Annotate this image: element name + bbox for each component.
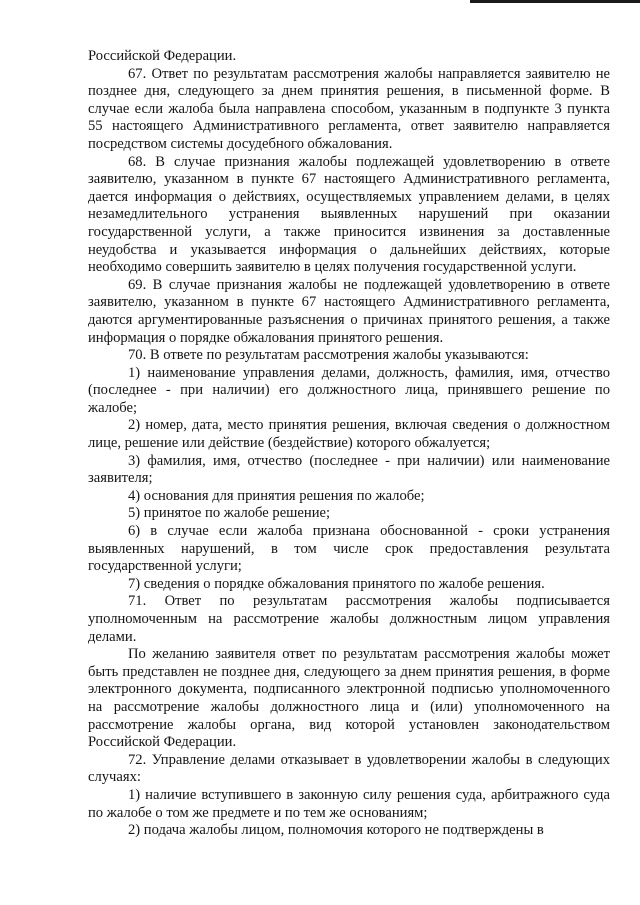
paragraph-70-item-5: 5) принятое по жалобе решение;	[128, 505, 331, 522]
paragraph-70-item-7: 7) сведения о порядке обжалования принятого по жалобе решения.	[128, 575, 545, 592]
paragraph-70-item-4: 4) основания для принятия решения по жалобе;	[128, 487, 425, 504]
paragraph-70-item-1: 1) наименование управления делами, должность, фамилия, имя, отчество (последнее - при наличии) его должностного лица, принявшего решение по жалобе;	[88, 364, 610, 416]
paragraph-68: 68. В случае признания жалобы подлежащей удовлетворению в ответе заявителю, указанном в пункте 67 настоящего Административного регламента, дается информация о действиях, осуществляемых управлением делами, в целях незамедлительного устранения выявленных нарушений при оказании государственной услуги, а также приносится извинения за доставленные неудобства и указывается информация о дальнейших действиях, которые необходимо совершить заявителю в целях получения государственной услуги.	[88, 153, 610, 276]
paragraph-70: 70. В ответе по результатам рассмотрения жалобы указываются:	[128, 347, 529, 364]
document-page	[88, 48, 610, 840]
paragraph-67: 67. Ответ по результатам рассмотрения жалобы направляется заявителю не позднее дня, следующего за днем принятия решения, в письменной форме. В случае если жалоба была направлена способом, указанным в подпункте 3 пункта 55 настоящего Административного регламента, ответ заявителю направляется посредством системы досудебного обжалования.	[88, 65, 610, 152]
paragraph-70-item-2: 2) номер, дата, место принятия решения, включая сведения о должностном лице, решение или действие (бездействие) которого обжалуется;	[88, 417, 610, 452]
paragraph-69: 69. В случае признания жалобы не подлежащей удовлетворению в ответе заявителю, указанном в пункте 67 настоящего Административного регламента, даются аргументированные разъяснения о причинах принятого решения, а также информация о порядке обжалования принятого решения.	[88, 276, 610, 346]
paragraph-continuation: Российской Федерации.	[88, 48, 237, 64]
paragraph-72: 72. Управление делами отказывает в удовлетворении жалобы в следующих случаях:	[88, 751, 610, 786]
paragraph-72-item-2: 2) подача жалобы лицом, полномочия которого не подтверждены в	[128, 822, 544, 839]
paragraph-70-item-3: 3) фамилия, имя, отчество (последнее - при наличии) или наименование заявителя;	[88, 452, 610, 487]
paragraph-72-item-1: 1) наличие вступившего в законную силу решения суда, арбитражного суда по жалобе о том же предмете и по тем же основаниям;	[88, 786, 610, 821]
scan-edge-mark	[470, 0, 640, 3]
paragraph-71-electronic: По желанию заявителя ответ по результатам рассмотрения жалобы может быть представлен не позднее дня, следующего за днем принятия решения, в форме электронного документа, подписанного электронной подписью уполномоченного на рассмотрение жалобы должностного лица и (или) уполномоченного на рассмотрение жалобы органа, вид которой установлен законодательством Российской Федерации.	[88, 646, 610, 751]
paragraph-70-item-6: 6) в случае если жалоба признана обоснованной - сроки устранения выявленных нарушений, в том числе срок предоставления результата государственной услуги;	[88, 523, 610, 575]
paragraph-71: 71. Ответ по результатам рассмотрения жалобы подписывается уполномоченным на рассмотрение жалобы должностным лицом управления делами.	[88, 593, 610, 645]
